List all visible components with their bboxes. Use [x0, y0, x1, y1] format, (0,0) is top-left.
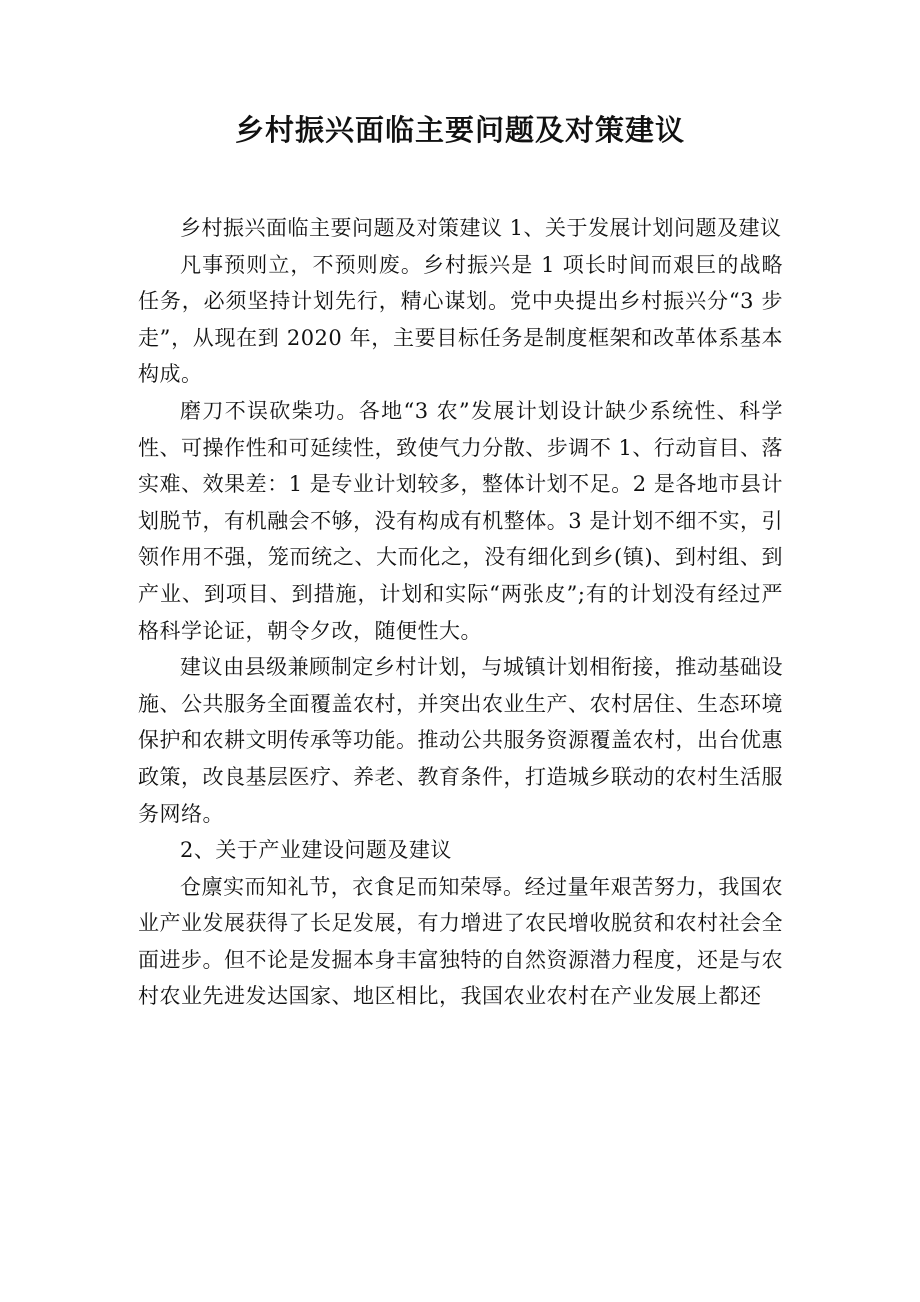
paragraph-planning-problems: 磨刀不误砍柴功。各地“3 农”发展计划设计缺少系统性、科学性、可操作性和可延续性，致使气力分散、步调不 1、行动盲目、落实难、效果差：1 是专业计划较多，整体计划不足。2 是各地市县计划脱节，有机融会不够，没有构成有机整体。3 是计划不细不实，引领作用不强，笼而统之、大而化之，没有细化到乡(镇)、到村组、到产业、到项目、到措施，计划和实际“两张皮”;有的计划没有经过严格科学论证，朝令夕改，随便性大。 [138, 398, 783, 643]
paragraph-industry: 仓廪实而知礼节，衣食足而知荣辱。经过量年艰苦努力，我国农业产业发展获得了长足发展，有力增进了农民增收脱贫和农村社会全面进步。但不论是发掘本身丰富独特的自然资源潜力程度，还是与农村农业先进发达国家、地区相比，我国农业农村在产业发展上都还 [138, 874, 783, 1009]
section-heading-industry: 2、关于产业建设问题及建议 [180, 838, 452, 863]
paragraph-planning-first: 凡事预则立，不预则废。乡村振兴是 1 项长时间而艰巨的战略任务，必须坚持计划先行，精心谋划。党中央提出乡村振兴分“3 步走”，从现在到 2020 年，主要目标任务是制度框架和改革体系基本构成。 [138, 252, 783, 387]
paragraph-intro: 乡村振兴面临主要问题及对策建议 1、关于发展计划问题及建议 [180, 216, 782, 240]
paragraph-planning-suggestion: 建议由县级兼顾制定乡村计划，与城镇计划相衔接，推动基础设施、公共服务全面覆盖农村，并突出农业生产、农村居住、生态环境保护和农耕文明传承等功能。推动公共服务资源覆盖农村，出台优惠政策，改良基层医疗、养老、教育条件，打造城乡联动的农村生活服务网络。 [138, 655, 783, 826]
document-title: 乡村振兴面临主要问题及对策建议 [234, 113, 685, 147]
document-body [138, 210, 783, 1015]
